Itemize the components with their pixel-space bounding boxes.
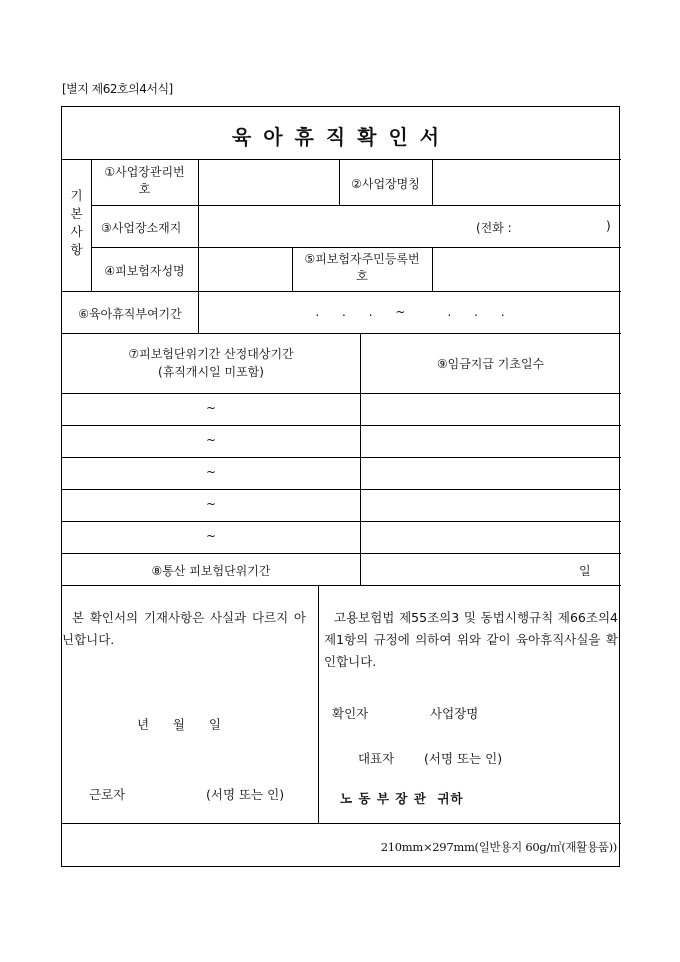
biz-name-field[interactable] <box>433 160 620 205</box>
phone-field[interactable] <box>527 206 602 247</box>
biz-address-field[interactable] <box>199 206 499 247</box>
insured-rrn-label: ⑤피보험자주민등록번 호 <box>304 252 420 283</box>
worker-sign-label[interactable]: (서명 또는 인) <box>206 787 285 802</box>
period-row-2[interactable]: ~ <box>205 433 217 447</box>
biz-mgmt-no-label: ①사업장관리번 호 <box>104 165 185 196</box>
phone-label: (전화 : <box>476 221 512 235</box>
form-title: 육아휴직확인서 <box>231 125 452 149</box>
period-row-3[interactable]: ~ <box>205 465 217 479</box>
wage-days-cell-1[interactable] <box>361 394 620 425</box>
wage-days-cell-2[interactable] <box>361 426 620 457</box>
confirmer-label: 확인자 <box>332 706 369 721</box>
insured-name-label: ④피보험자성명 <box>104 264 185 278</box>
biz-mgmt-no-field[interactable] <box>199 160 338 205</box>
confirmer-biz-name-label[interactable]: 사업장명 <box>430 706 479 721</box>
worker-statement: 본 확인서의 기재사항은 사실과 다르지 아닌합니다. <box>62 610 306 647</box>
employer-statement: 고용보험법 제55조의3 및 동법시행규칙 제66조의4제1항의 규정에 의하여 위와 같이 육아휴직사실을 확인합니다. <box>324 610 618 669</box>
period-row-4[interactable]: ~ <box>205 497 217 511</box>
wage-days-cell-5[interactable] <box>361 522 620 553</box>
worker-label: 근로자 <box>89 787 126 802</box>
period-row-5[interactable]: ~ <box>205 529 217 543</box>
leave-period-label: ⑥육아휴직부여기간 <box>78 307 182 321</box>
total-period-label: ⑧통산 피보험단위기간 <box>151 564 271 578</box>
insured-rrn-field[interactable] <box>433 248 620 291</box>
rep-label: 대표자 <box>358 751 395 766</box>
phone-close: ) <box>606 219 611 233</box>
period-row-1[interactable]: ~ <box>205 401 217 415</box>
wage-days-header: ⑨임금지급 기초일수 <box>436 357 545 371</box>
addressee: 노 동 부 장 관 귀하 <box>340 791 464 806</box>
form-number: [별지 제62호의4서식] <box>62 82 173 96</box>
insured-period-header: ⑦피보험단위기간 산정대상기간 (휴직개시일 미포함) <box>128 347 294 379</box>
paper-size-note: 210mm×297mm(일반용지 60g/㎡(재활용품)) <box>380 840 617 854</box>
worker-date-line[interactable]: 년 월 일 <box>137 717 221 732</box>
biz-name-label: ②사업장명칭 <box>351 177 420 191</box>
wage-days-cell-4[interactable] <box>361 490 620 521</box>
total-days-unit: 일 <box>579 564 591 578</box>
insured-name-field[interactable] <box>199 248 291 291</box>
rep-sign-label[interactable]: (서명 또는 인) <box>424 751 503 766</box>
biz-address-label: ③사업장소재지 <box>101 221 182 235</box>
wage-days-cell-3[interactable] <box>361 458 620 489</box>
basic-info-label: 기 본 사 항 <box>70 188 83 257</box>
leave-period-field[interactable]: . . . ~ . . . <box>315 305 505 319</box>
confirmation-form <box>61 106 620 867</box>
